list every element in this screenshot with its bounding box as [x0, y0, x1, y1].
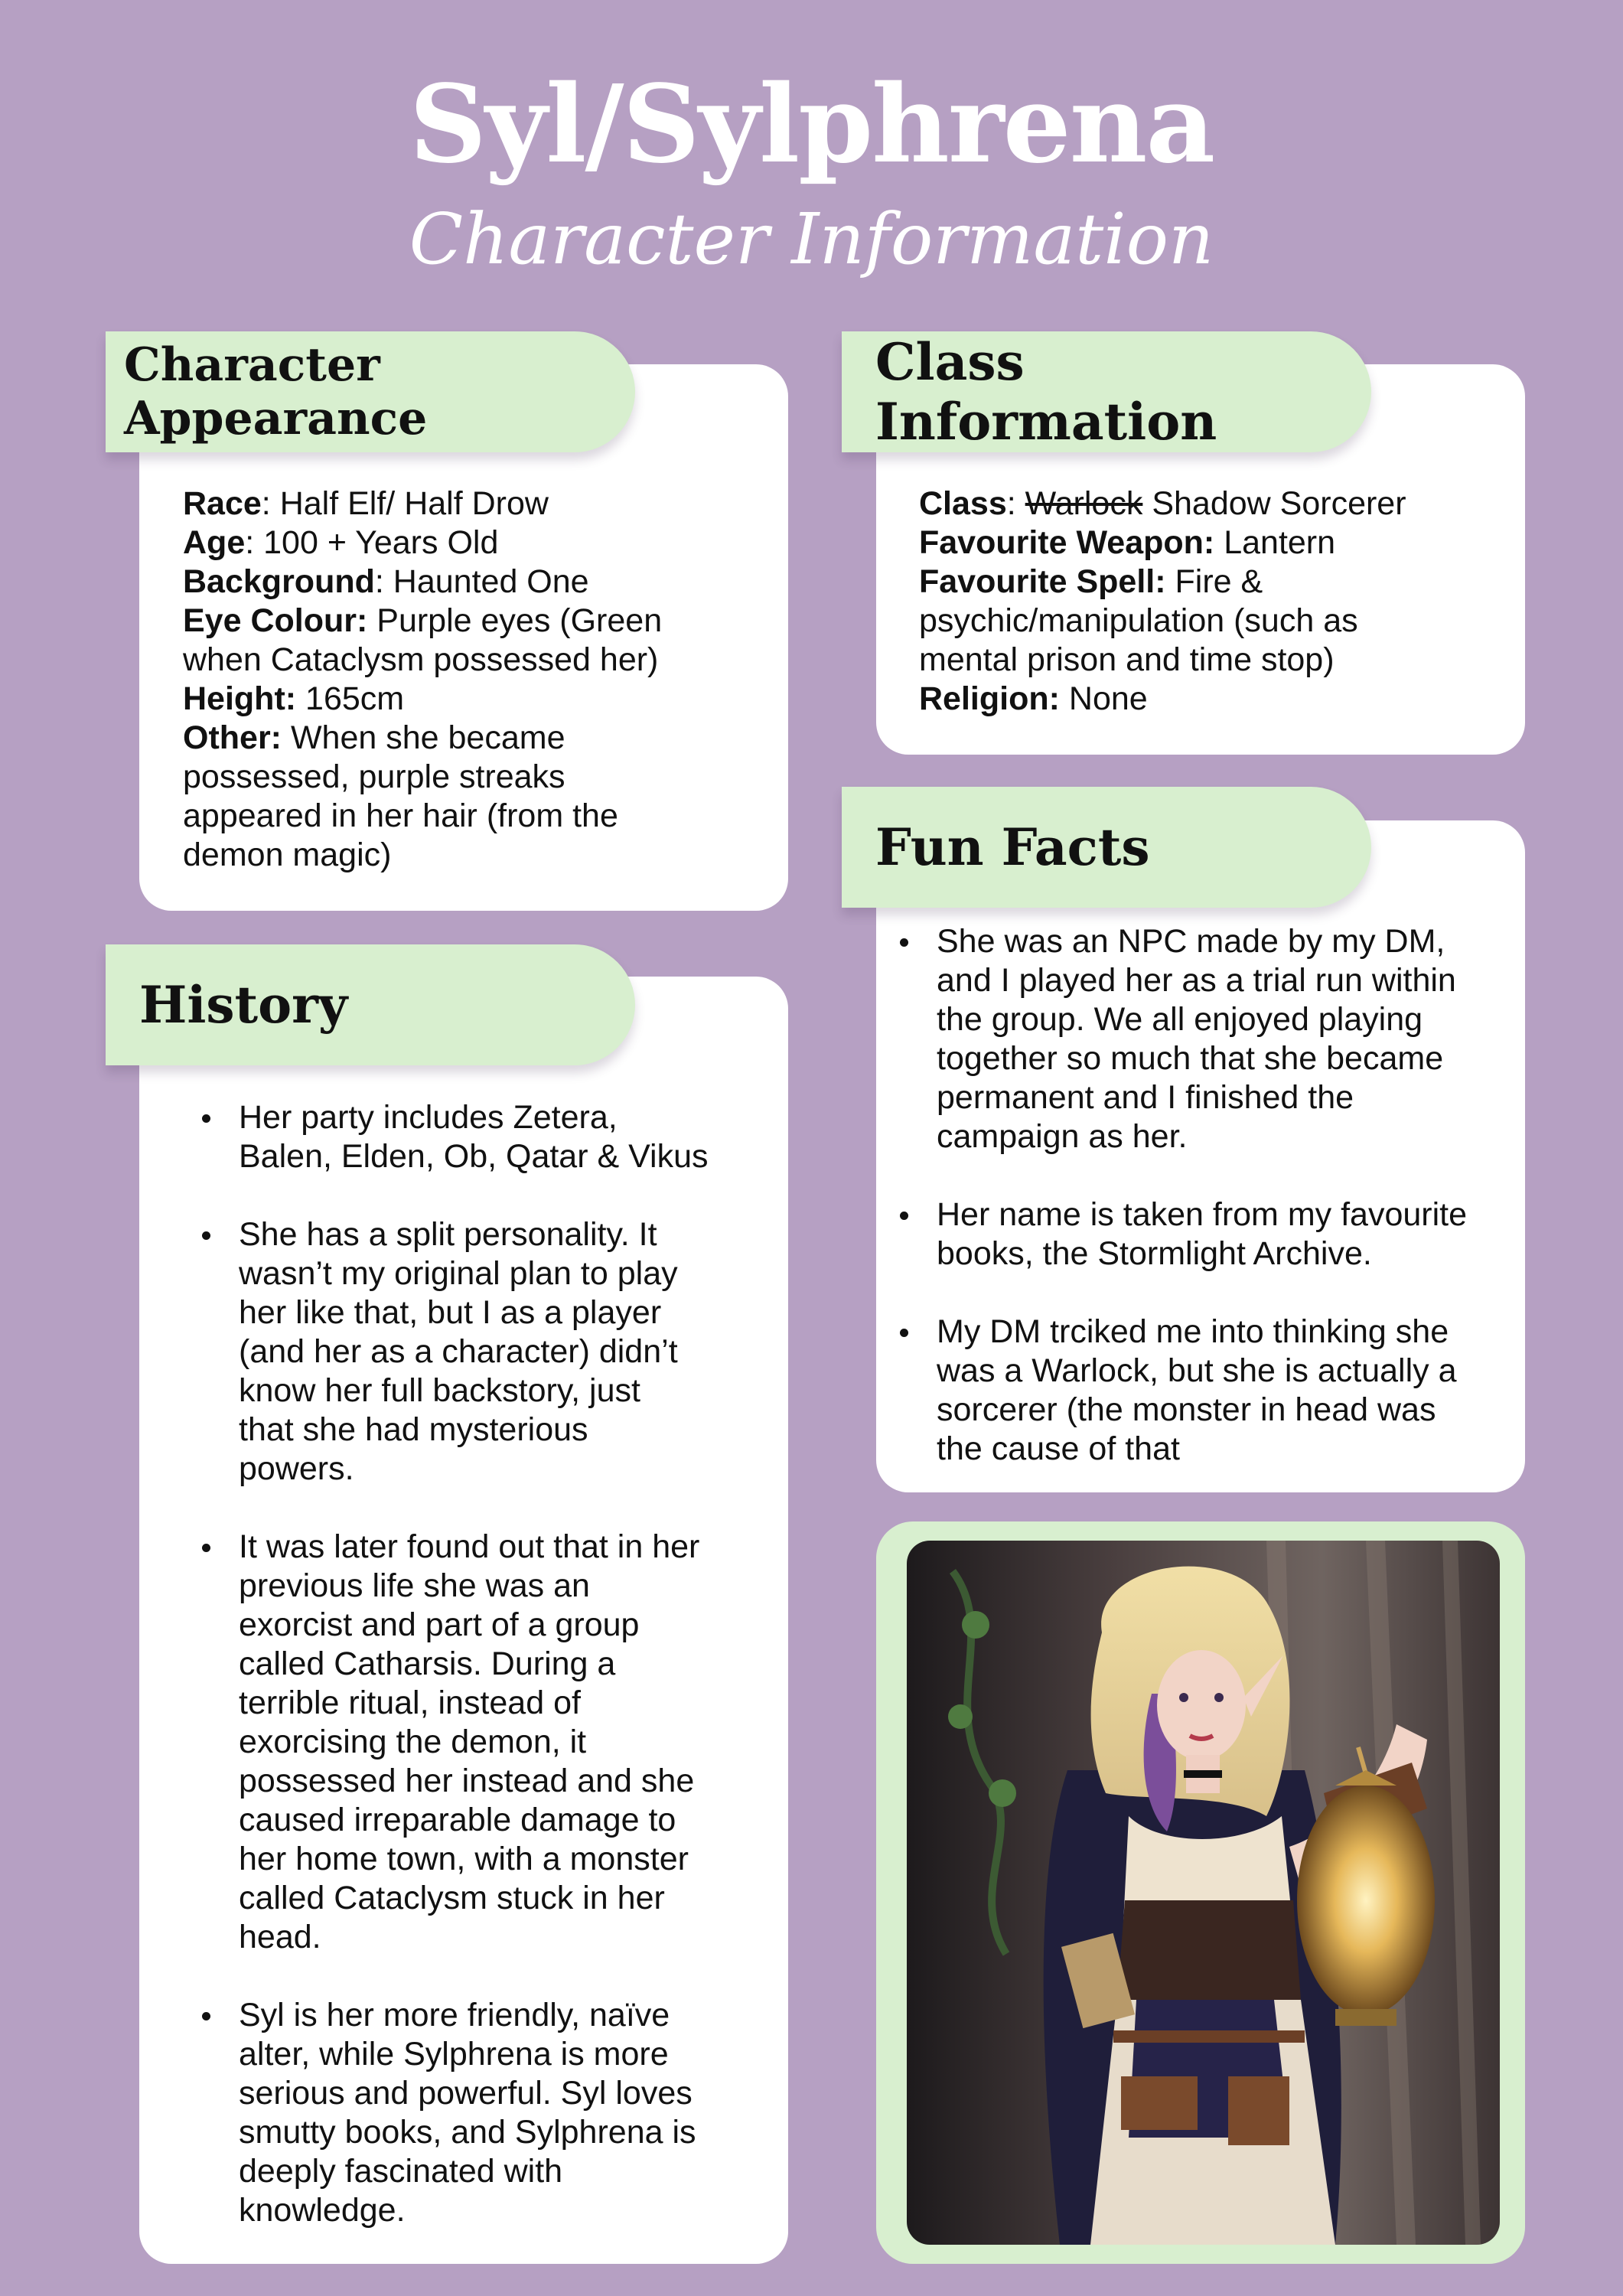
appearance-other-cont3: demon magic) — [183, 837, 392, 873]
fun-fact-item: My DM trciked me into thinking she was a Warlock, but she is actually a sorcerer (the monster in head was the cause of that — [895, 1313, 1515, 1469]
weapon-line: Favourite Weapon: Lantern — [919, 524, 1336, 561]
fun-facts-heading: Fun Facts — [875, 817, 1150, 877]
fun-fact-item: Her name is taken from my favourite books, the Stormlight Archive. — [895, 1195, 1515, 1274]
appearance-height: Height: 165cm — [183, 680, 405, 717]
spell-line-cont2: mental prison and time stop) — [919, 641, 1335, 678]
history-item: She has a split personality. It wasn’t my original plan to play her like that, but I as a player (and her as a character) didn’t know her full backstory, just that she had mysterious powers. — [197, 1215, 764, 1489]
history-list — [197, 1098, 764, 2269]
appearance-background: Background: Haunted One — [183, 563, 589, 600]
religion-line: Religion: None — [919, 680, 1148, 717]
class-info-heading-tab — [842, 331, 1371, 452]
class-info-heading: Class Information — [875, 332, 1217, 452]
fun-facts-list — [895, 922, 1515, 1508]
history-heading: History — [139, 975, 348, 1035]
page-subtitle: Character Information — [409, 198, 1214, 280]
appearance-eye-colour-cont: when Cataclysm possessed her) — [183, 641, 659, 678]
class-info-details — [919, 484, 1516, 719]
fun-fact-item: She was an NPC made by my DM, and I played her as a trial run within the group. We all enjoyed playing together so much that she became permanent and I finished the campaign as her. — [895, 922, 1515, 1156]
spell-line-cont: psychic/manipulation (such as — [919, 602, 1358, 639]
history-item: Her party includes Zetera, Balen, Elden, Ob, Qatar & Vikus — [197, 1098, 764, 1176]
fun-facts-heading-tab — [842, 787, 1371, 908]
appearance-age: Age: 100 + Years Old — [183, 524, 499, 561]
appearance-race: Race: Half Elf/ Half Drow — [183, 485, 549, 522]
character-cosplay-photo — [907, 1541, 1500, 2245]
appearance-details — [183, 484, 764, 875]
appearance-other: Other: When she became — [183, 719, 565, 756]
history-item: It was later found out that in her previous life she was an exorcist and part of a group called Catharsis. During a terrible ritual, instead of exorcising the demon, it possessed her instead and she caused irreparable damage to her home town, with a monster called Cataclysm stuck in her head. — [197, 1528, 764, 1957]
spell-line: Favourite Spell: Fire & — [919, 563, 1263, 600]
class-struck: Warlock — [1025, 485, 1143, 522]
appearance-eye-colour: Eye Colour: Purple eyes (Green — [183, 602, 663, 639]
class-line: Class: Warlock Shadow Sorcerer — [919, 485, 1406, 522]
appearance-heading-tab — [106, 331, 635, 452]
appearance-other-cont: possessed, purple streaks — [183, 758, 565, 795]
history-heading-tab — [106, 944, 635, 1065]
appearance-other-cont2: appeared in her hair (from the — [183, 797, 618, 834]
appearance-heading: Character Appearance — [124, 338, 428, 445]
page-title: Syl/Sylphrena — [409, 62, 1214, 188]
history-item: Syl is her more friendly, naïve alter, while Sylphrena is more serious and powerful. Syl loves smutty books, and Sylphrena is deeply fascinated with knowledge. — [197, 1996, 764, 2230]
